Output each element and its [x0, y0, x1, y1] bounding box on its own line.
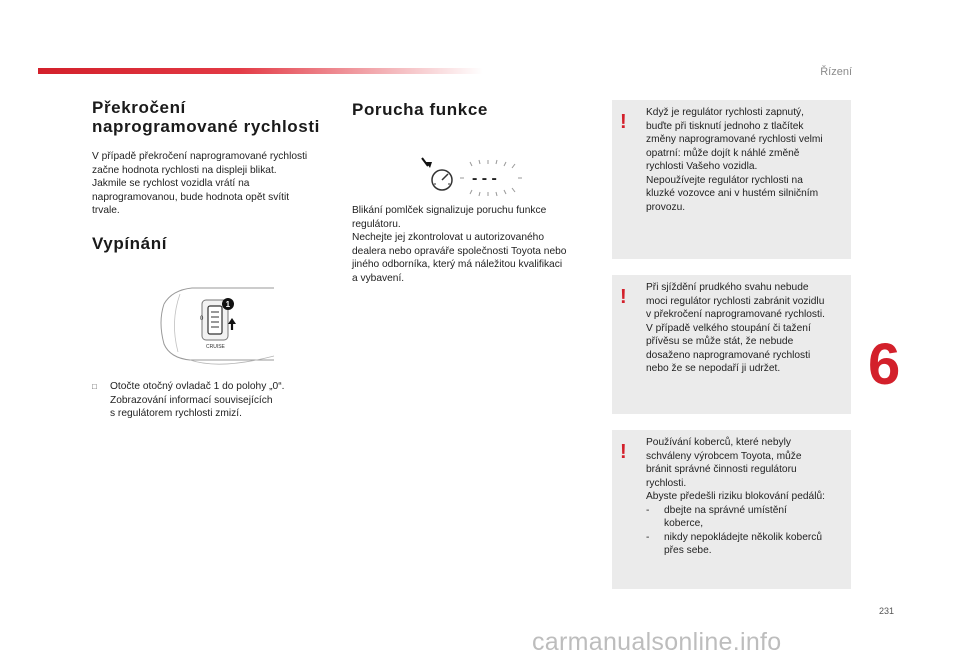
stalk-zero-label: 0 — [200, 316, 204, 322]
malfunction-display-illustration — [420, 154, 530, 200]
text-line: v překročení naprogramované rychlosti. — [646, 309, 825, 320]
text-line: změny naprogramované rychlosti velmi — [646, 134, 823, 145]
text-line: rychlosti. — [646, 477, 687, 489]
warning-icon: ! — [620, 441, 627, 463]
text-line: dosaženo naprogramované rychlosti — [646, 349, 811, 361]
cruise-control-stalk-illustration — [150, 282, 276, 374]
text-line: Abyste předešli riziku blokování pedálů: — [646, 491, 825, 502]
text-line: rychlosti Vašeho vozidla. — [646, 161, 758, 172]
text-line: koberce, — [664, 518, 704, 529]
malfunction-text — [352, 204, 602, 286]
text-line: Když je regulátor rychlosti zapnutý, — [646, 107, 804, 118]
text-line: přívěsu se může stát, že nebude — [646, 336, 794, 347]
list-dash: - — [646, 531, 650, 543]
text-line: trvale. — [92, 205, 120, 217]
text-line: moci regulátor rychlosti zabránit vozidlu — [646, 295, 825, 307]
text-line: V případě velkého stoupání či tažení — [646, 322, 811, 334]
checkbox-bullet-icon: □ — [92, 382, 97, 391]
text-line: dealera nebo opravářе společnosti Toyota nebo — [352, 245, 567, 257]
watermark-text: carmanualsonline.info — [532, 628, 782, 656]
warning-box-downhill — [612, 275, 851, 414]
blinking-dashes: - - - — [472, 170, 497, 187]
text-line: Používání koberců, které nebyly — [646, 437, 791, 448]
text-line: schváleny výrobcem Toyota, může — [646, 450, 802, 462]
text-line: nebo že se nepodaří ji udržet. — [646, 363, 781, 374]
text-line: Zobrazování informací souvisejících — [110, 394, 273, 406]
warning-box-floor-mats — [612, 430, 851, 589]
text-line: naprogramovanou, bude hodnota opět svítit — [92, 191, 290, 203]
speed-exceeded-text — [92, 150, 342, 218]
text-line: nikdy nepokládejte několik koberců — [664, 531, 823, 543]
text-line: regulátoru. — [352, 218, 401, 230]
header-accent-bar — [38, 68, 483, 74]
text-line: bránit správné činnosti regulátoru — [646, 464, 797, 475]
text-line: Otočte otočný ovladač 1 do polohy „0“. — [110, 381, 285, 392]
text-line: provozu. — [646, 201, 686, 213]
heading-line: naprogramované rychlosti — [92, 117, 320, 136]
heading-speed-exceeded — [92, 98, 320, 136]
text-line: jiného odborníka, který má náležitou kvalifikaci — [352, 259, 563, 271]
section-title: Řízení — [820, 66, 852, 78]
heading-switch-off: Vypínání — [92, 234, 168, 253]
page-number: 231 — [879, 606, 895, 616]
warning-box-speed-change — [612, 100, 851, 259]
chapter-number: 6 — [868, 332, 901, 397]
text-line: Blikání pomlček signalizuje poruchu funkce — [352, 205, 547, 216]
text-line: Nepoužívejte regulátor rychlosti na — [646, 174, 803, 186]
text-line: opatrní: může dojít k náhlé změně — [646, 147, 800, 159]
list-item — [646, 504, 845, 531]
text-line: přes sebe. — [664, 545, 712, 556]
text-line: V případě překročení naprogramované rychlosti — [92, 151, 308, 162]
text-line: kluzké vozovce ani v hustém silničním — [646, 188, 819, 199]
warning-icon: ! — [620, 286, 627, 308]
heading-malfunction: Porucha funkce — [352, 100, 488, 119]
list-item — [646, 531, 845, 558]
text-line: Při sjíždění prudkého svahu nebude — [646, 282, 809, 293]
cruise-label: CRUISE — [206, 344, 225, 350]
text-line: dbejte na správné umístění — [664, 504, 787, 516]
text-line: Nechejte jej zkontrolovat u autorizovaného — [352, 232, 544, 244]
text-line: s regulátorem rychlosti zmizí. — [110, 408, 242, 420]
text-line: Jakmile se rychlost vozidla vrátí na — [92, 178, 250, 190]
text-line: buďte při tisknutí jednoho z tlačítek — [646, 120, 804, 132]
arrow-up-icon — [228, 318, 236, 324]
text-line: začne hodnota rychlosti na displeji blikat. — [92, 164, 277, 176]
heading-line: Překročení — [92, 98, 186, 117]
callout-number: 1 — [225, 300, 231, 309]
warning-icon: ! — [620, 111, 627, 133]
list-dash: - — [646, 504, 650, 516]
text-line: a vybavení. — [352, 272, 405, 284]
